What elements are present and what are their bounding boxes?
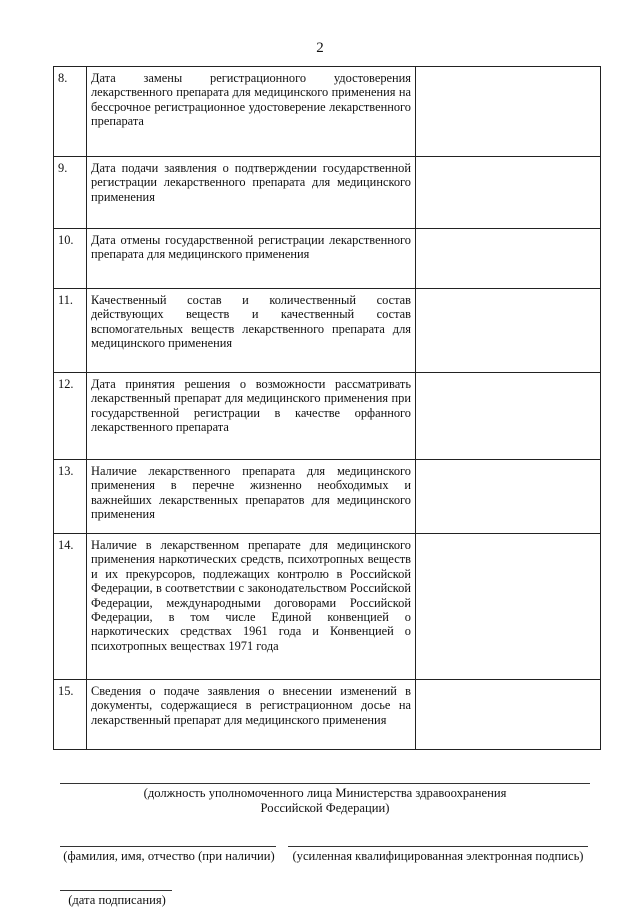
row-description: Наличие лекарственного препарата для медицинского применения в перечне жизненно необходимых и важнейших лекарственных препаратов для медицинского применения [87, 460, 416, 534]
table-row [54, 229, 601, 289]
row-number: 10. [54, 229, 87, 289]
full-name-caption: (фамилия, имя, отчество (при наличии) [63, 849, 275, 863]
table-row [54, 534, 601, 680]
page-number: 2 [316, 40, 324, 56]
table-row [54, 289, 601, 373]
row-value-cell [416, 289, 601, 373]
row-number: 8. [54, 67, 87, 157]
row-description: Наличие в лекарственном препарате для медицинского применения наркотических средств, психотропных веществ и их прекурсоров, подлежащих контролю в Российской Федерации, в соответствии с законодательством Российской Федерации, международными договорами Российской Федерации, в том числе Единой конвенцией о наркотических средствах 1961 года и Конвенцией о психотропных веществах 1971 года [87, 534, 416, 680]
row-value-cell [416, 680, 601, 750]
table-row [54, 680, 601, 750]
e-signature-caption: (усиленная квалифицированная электронная подпись) [292, 849, 584, 863]
row-number: 13. [54, 460, 87, 534]
table-row [54, 157, 601, 229]
table-row [54, 373, 601, 460]
row-description: Сведения о подаче заявления о внесении изменений в документы, содержащиеся в регистрационном досье на лекарственный препарат для медицинского применения [87, 680, 416, 750]
position-caption-line1: (должность уполномоченного лица Министерства здравоохранения [143, 786, 507, 800]
row-value-cell [416, 157, 601, 229]
date-signature-line [60, 890, 172, 891]
row-number: 9. [54, 157, 87, 229]
row-value-cell [416, 460, 601, 534]
e-signature-line [288, 846, 588, 847]
row-value-cell [416, 229, 601, 289]
row-number: 14. [54, 534, 87, 680]
row-value-cell [416, 373, 601, 460]
row-value-cell [416, 534, 601, 680]
row-value-cell [416, 67, 601, 157]
position-caption-line2: Российской Федерации) [260, 801, 390, 815]
row-number: 15. [54, 680, 87, 750]
row-description: Дата отмены государственной регистрации лекарственного препарата для медицинского применения [87, 229, 416, 289]
row-number: 11. [54, 289, 87, 373]
position-signature-line [60, 783, 590, 784]
row-description: Дата подачи заявления о подтверждении государственной регистрации лекарственного препарата для медицинского применения [87, 157, 416, 229]
row-description: Качественный состав и количественный состав действующих веществ и качественный состав вспомогательных веществ лекарственного препарата для медицинского применения [87, 289, 416, 373]
full-name-signature-line [60, 846, 276, 847]
row-description: Дата принятия решения о возможности рассматривать лекарственный препарат для медицинского применения при государственной регистрации в качестве орфанного лекарственного препарата [87, 373, 416, 460]
row-description: Дата замены регистрационного удостоверения лекарственного препарата для медицинского применения на бессрочное регистрационное удостоверение лекарственного препарата [87, 67, 416, 157]
table-row [54, 460, 601, 534]
date-caption: (дата подписания) [68, 893, 166, 907]
table-row [54, 67, 601, 157]
row-number: 12. [54, 373, 87, 460]
registry-table [53, 66, 601, 750]
